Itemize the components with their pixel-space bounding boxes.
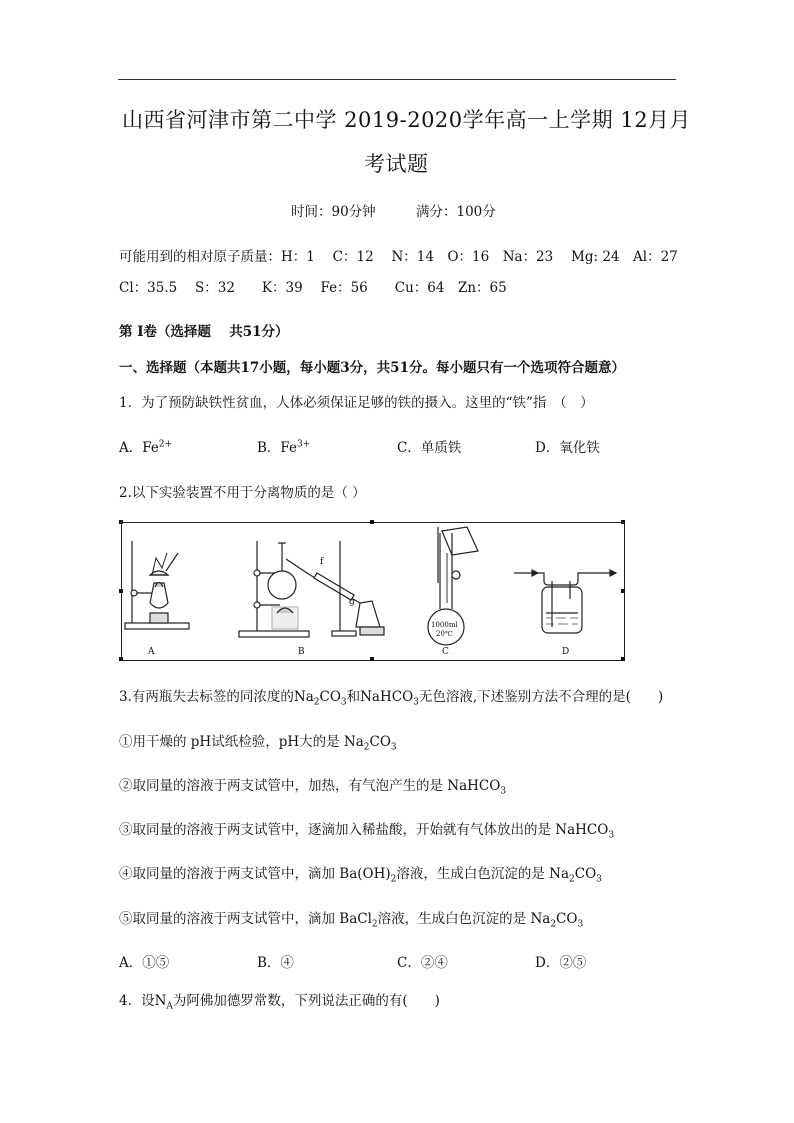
q1-option-c: C．单质铁 [397, 440, 462, 456]
q3-statement-2: ②取同量的溶液于两支试管中，加热，有气泡产生的是 NaHCO$_3$ [119, 778, 507, 797]
atomic-masses-line-1: 可能用到的相对原子质量：H：1 C：12 N：14 O：16 Na：23 Mg: 24 Al：27 [119, 249, 678, 265]
figure-label-a: A [148, 647, 155, 657]
q3-stem: 3.有两瓶失去标签的同浓度的$Na_2CO_3$和NaHCO$_3$无色溶液,下述鉴别方法不合理的是( ) [119, 689, 664, 708]
apparatus-a-evaporation [125, 541, 189, 629]
figure-label-f: f [320, 557, 324, 567]
q3-statement-1: ①用干燥的 pH试纸检验，pH大的是 $Na_2CO_3$ [119, 734, 397, 753]
q3-statement-4: ④取同量的溶液于两支试管中，滴加 $Ba(OH)_2$溶液，生成白色沉淀的是 $Na_2CO_3$ [119, 866, 602, 885]
flask-temperature-label: 20℃ [436, 630, 453, 638]
apparatus-d-gas-washing-bottle [514, 570, 616, 633]
q3-statement-3: ③取同量的溶液于两支试管中，逐滴加入稀盐酸，开始就有气体放出的是 NaHCO$_3$ [119, 822, 615, 841]
q1-option-b: B．$Fe^{3+}$ [257, 439, 311, 456]
q3-option-b: B．④ [257, 955, 294, 971]
q3-option-d: D．②⑤ [535, 955, 587, 971]
q3-statement-5: ⑤取同量的溶液于两支试管中，滴加 BaCl$_2$溶液，生成白色沉淀的是 $Na_2CO_3$ [119, 911, 584, 930]
atomic-masses-line-2: Cl：35.5 S：32 K：39 Fe：56 Cu：64 Zn：65 [119, 280, 507, 296]
figure-label-b: B [298, 647, 305, 657]
q1-option-a: A．$Fe^{2+}$ [119, 439, 173, 456]
apparatus-figure [121, 522, 625, 661]
flask-volume-label: 1000ml [431, 621, 458, 629]
title-line-1: 山西省河津市第二中学 2019-2020学年高一上学期 12月月 [122, 108, 692, 132]
q3-option-c: C．②④ [397, 955, 448, 971]
title-line-2: 考试题 [364, 152, 429, 176]
apparatus-drawing [122, 523, 624, 660]
q1-stem: 1．为了预防缺铁性贫血，人体必须保证足够的铁的摄入。这里的“铁”指 （ ） [119, 395, 594, 411]
apparatus-b-distillation [239, 541, 384, 637]
exam-time: 时间：90分钟 [291, 204, 376, 220]
q3-option-a: A．①⑤ [119, 955, 170, 971]
figure-label-c: C [442, 647, 449, 657]
section-title: 第 I卷（选择题 共51分） [119, 324, 289, 340]
q4-stem: 4．设$N_A$为阿佛加德罗常数，下列说法正确的有( ) [119, 993, 440, 1012]
q2-stem: 2.以下实验装置不用于分离物质的是（ ） [119, 485, 366, 501]
exam-score: 满分：100分 [416, 204, 496, 220]
section-instruction: 一、选择题（本题共17小题，每小题3分，共51分。每小题只有一个选项符合题意） [119, 360, 625, 376]
figure-label-g: g [349, 597, 355, 607]
header-rule [118, 79, 676, 80]
figure-label-d: D [562, 647, 570, 657]
q1-option-d: D．氧化铁 [535, 440, 600, 456]
